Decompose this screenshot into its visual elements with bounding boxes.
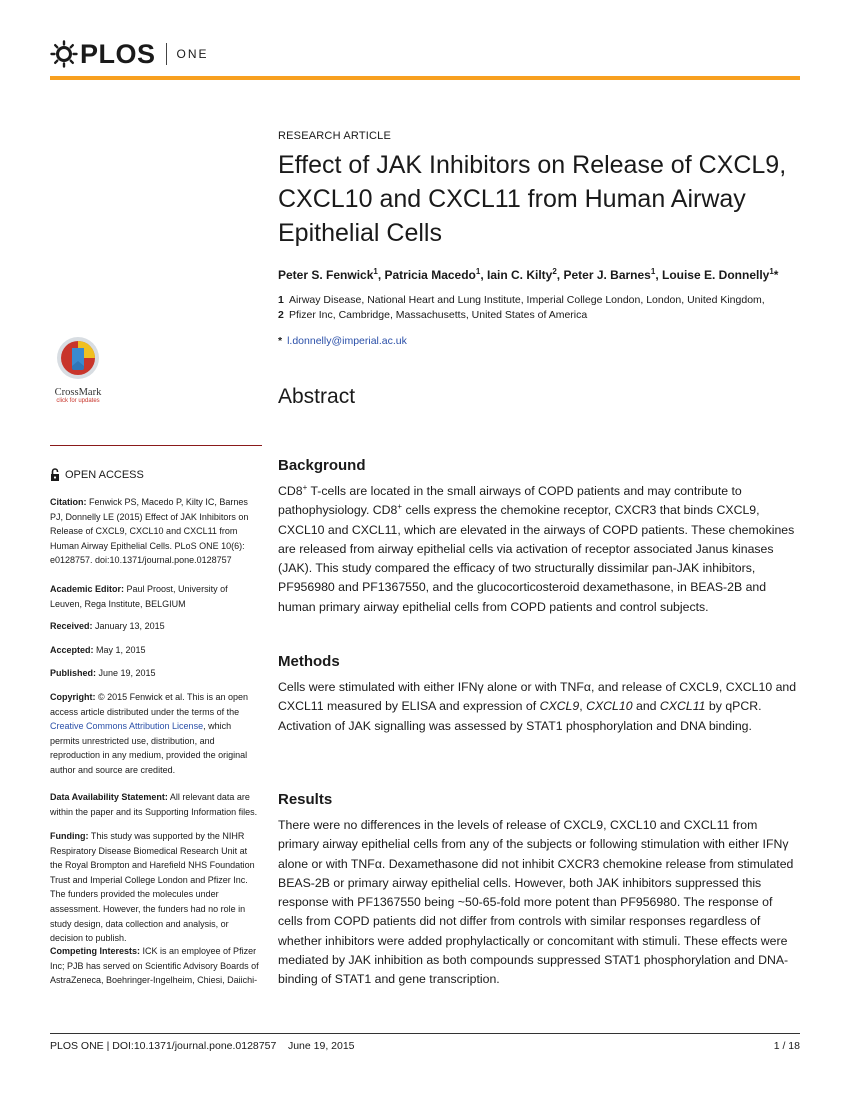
author-separator: , [655,268,662,282]
background-paragraph: CD8+ T-cells are located in the small airways of COPD patients and may contribute to pathophysiology. CD8+ cells express the chemokine receptor, CXCR3 that binds CXCL9, CXCL10 and CXCL11, which are elevated in the airways of COPD patients. These chemokines are released from airway epithelial cells via activation of receptor associated Janus kinases (JAK). This study compared the efficacy of two structurally dissimilar pan-JAK inhibitors, PF956980 and PF1367550, and the glucocorticosteroid dexamethasone, in BEAS-2B and human primary airway epithelial cells from COPD patients and control subjects. [278,482,795,614]
abstract-heading: Abstract [278,385,356,408]
author-name: Iain C. Kilty [487,268,553,282]
crossmark-sublabel: click for updates [56,398,100,404]
author-affiliation: 1 [475,267,481,276]
sidebar-rule [50,445,262,446]
results-heading: Results [278,791,333,808]
author-affiliation: 1 [650,267,656,276]
competing-interests: Competing Interests: ICK is an employee of Pfizer Inc; PJB has served on Scientific Advisory Boards of AstraZeneca, Boehringer-Ingelheim, Chiesi, Daiichi- [50,946,259,986]
corresponding-star: * [278,335,283,347]
article-title: Effect of JAK Inhibitors on Release of CXCL9, CXCL10 and CXCL11 from Human Airway Epithelial Cells [278,151,787,247]
author-name: Peter J. Barnes [563,268,651,282]
page-number: 1 / 18 [773,1040,800,1052]
corresponding-mark: * [773,268,779,282]
crossmark-badge[interactable] [48,336,108,406]
plos-logo[interactable] [50,38,209,70]
data-availability: Data Availability Statement: All relevant data are within the paper and its Supporting Information files. [50,792,258,817]
author-affiliation: 1 [373,267,378,276]
header-rule [50,76,800,80]
received-date: Received: January 13, 2015 [50,621,165,631]
affiliation-number: 1 [278,294,284,306]
methods-heading: Methods [278,653,340,670]
author-name: Peter S. Fenwick [278,268,374,282]
author-name: Louise E. Donnelly [661,268,770,282]
published-date: Published: June 19, 2015 [50,668,156,678]
affiliation [278,294,765,306]
footer-rule [50,1033,800,1034]
author-list [278,267,818,282]
corresponding-email-link[interactable]: l.donnelly@imperial.ac.uk [287,335,407,347]
academic-editor: Academic Editor: Paul Proost, University of Leuven, Rega Institute, BELGIUM [50,584,228,609]
open-access-label [50,468,144,482]
copyright: Copyright: © 2015 Fenwick et al. This is an open access article distributed under the terms of the Creative Commons Attribution License, which permits unrestricted use, distribution, and reproduction in any medium, provided the original author and source are credited. [50,692,249,775]
results-paragraph: There were no differences in the levels of release of CXCL9, CXCL10 and CXCL11 from primary airway epithelial cells from any of the subjects or following stimulation with either IFNγ alone or with TNFα. Dexamethasone did not inhibit CXCR3 chemokine release from stimulated BEAS-2B or primary airway epithelial cells. However, both JAK inhibitors suppressed this response with PF1367550 being ~50-65-fold more potent than PF956980. The response of cells from COPD patients did not differ from controls with similar responses regardless of whether inhibitors were added prophylactically or concomitant with stimuli. These effects were mediated by JAK inhibition as both compounds suppressed STAT1 phosphorylation and DNA-binding of STAT1 and gene transcription. [278,818,794,987]
logo-suffix: ONE [176,47,209,61]
license-link[interactable]: Creative Commons Attribution License [50,721,204,732]
affiliation [278,309,587,321]
affiliation-number: 2 [278,309,284,321]
author-affiliation: 2 [552,267,557,276]
open-access-text: OPEN ACCESS [65,469,144,481]
plos-sun-icon [50,40,78,68]
author-separator: , [480,268,487,282]
accepted-date: Accepted: May 1, 2015 [50,645,146,655]
author-separator: , [377,268,385,282]
citation: Citation: Fenwick PS, Macedo P, Kilty IC, Barnes PJ, Donnelly LE (2015) Effect of JAK Inhibitors on Release of CXCL9, CXCL10 and CXCL11 from Human Airway Epithelial Cells. PLoS ONE 10(6): e0128757. doi:10.1371/journal.pone.0128757 [50,497,249,566]
affiliation-text: Airway Disease, National Heart and Lung Institute, Imperial College London, London, United Kingdom, [289,294,765,306]
logo-text: PLOS [80,38,156,69]
affiliation-text: Pfizer Inc, Cambridge, Massachusetts, United States of America [289,309,588,321]
footer-citation: PLOS ONE | DOI:10.1371/journal.pone.0128757 June 19, 2015 [50,1040,355,1052]
open-lock-icon [50,468,60,482]
article-type: RESEARCH ARTICLE [278,130,392,142]
author-affiliation: 1 [769,267,774,276]
author-separator: , [556,268,564,282]
author-name: Patricia Macedo [384,268,476,282]
crossmark-icon [48,336,108,384]
corresponding-author [278,335,407,347]
funding: Funding: This study was supported by the NIHR Respiratory Disease Biomedical Research Unit at the Royal Brompton and Harefield NHS Foundation Trust and Imperial College London and Pfizer Inc. The funders provided the molecules under assessment. However, the funders had no role in study design, data collection and analysis, or decision to publish. [50,831,255,944]
logo-divider [166,43,167,65]
background-heading: Background [278,457,366,474]
methods-paragraph: Cells were stimulated with either IFNγ alone or with TNFα, and release of CXCL9, CXCL10 and CXCL11 measured by ELISA and expression of CXCL9, CXCL10 and CXCL11 by qPCR. Activation of JAK signalling was assessed by STAT1 phosphorylation and DNA binding. [278,680,797,733]
crossmark-label: CrossMark [54,387,102,398]
